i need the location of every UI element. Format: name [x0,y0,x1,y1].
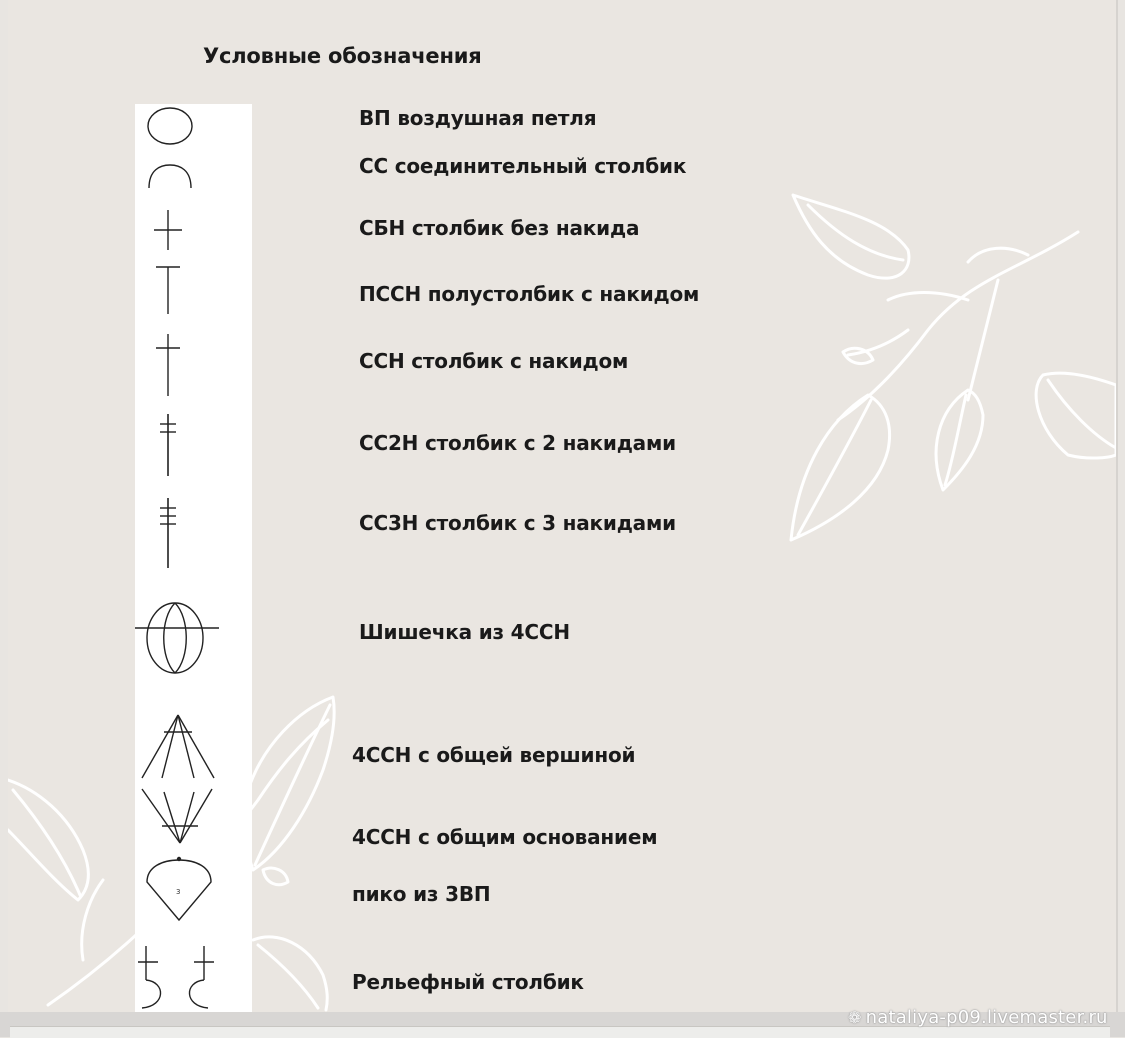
double-treble-crochet-icon [148,496,188,570]
bobble-stitch-icon [133,598,223,678]
label-double-crochet: ССН столбик с накидом [359,349,629,373]
picot-count: 3 [176,888,181,896]
chain-stitch-icon [140,104,196,148]
half-double-crochet-icon [148,264,188,316]
flower-icon: ❁ [848,1008,862,1027]
treble-crochet-icon [148,412,188,478]
watermark-text: nataliya-p09.livemaster.ru [865,1007,1108,1028]
legend-title: Условные обозначения [203,44,482,68]
post-stitch-icon [136,942,222,1012]
label-slip-stitch: СС соединительный столбик [359,154,687,178]
label-single-crochet: СБН столбик без накида [359,216,640,240]
label-half-double-crochet: ПССН полустолбик с накидом [359,282,700,306]
label-chain-stitch: ВП воздушная петля [359,106,597,130]
fan-common-base-icon [138,786,218,846]
single-crochet-icon [148,208,188,252]
label-cluster-common-top: 4ССН с общей вершиной [352,743,636,767]
double-crochet-icon [148,332,188,398]
label-fan-common-base: 4ССН с общим основанием [352,825,658,849]
label-double-treble-crochet: СС3Н столбик с 3 накидами [359,511,676,535]
cluster-common-top-icon [138,712,218,782]
slip-stitch-icon [140,160,196,190]
label-bobble-stitch: Шишечка из 4ССН [359,620,570,644]
label-treble-crochet: СС2Н столбик с 2 накидами [359,431,676,455]
document-page [8,0,1118,1012]
label-post-stitch: Рельефный столбик [352,970,584,994]
watermark [848,1007,1108,1028]
picot-icon [142,852,216,924]
label-picot: пико из 3ВП [352,882,491,906]
